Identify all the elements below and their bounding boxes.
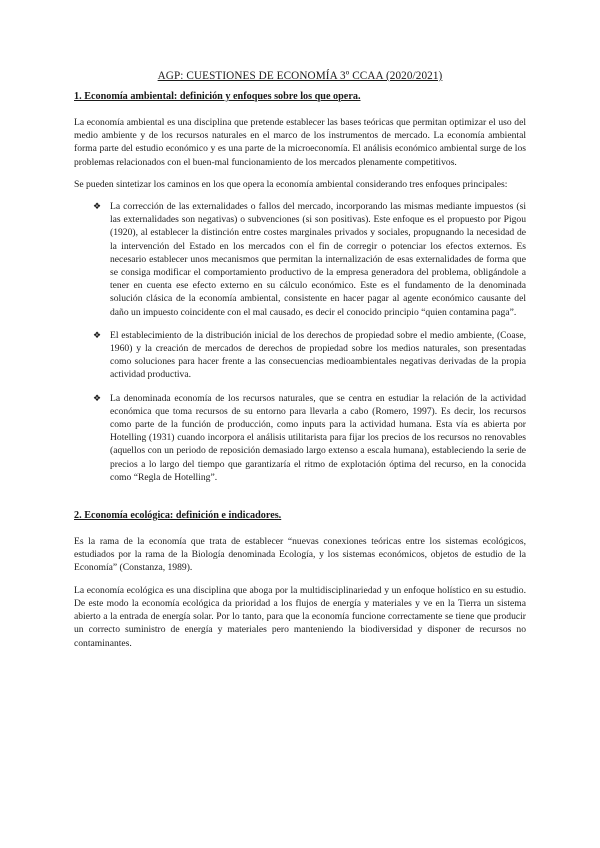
approaches-list — [74, 200, 526, 484]
section-1 — [74, 91, 526, 484]
section-1-paragraph: La economía ambiental es una disciplina que pretende establecer las bases teóricas que permitan optimizar el uso del medio ambiente y de los recursos naturales en el marco de los instrumentos de mercado. La economía ambiental forma parte del estudio económico y es una parte de la microeconomía. El análisis económico ambiental surge de los problemas relacionados con el buen-mal funcionamiento de los mercados plenamente competitivos. — [74, 117, 526, 168]
list-item — [93, 392, 526, 484]
document-title: AGP: CUESTIONES DE ECONOMÍA 3º CCAA (2020/2021) — [157, 70, 443, 82]
section-2 — [74, 510, 526, 650]
diamond-bullet-icon: ❖ — [93, 392, 102, 403]
list-item-text: La denominada economía de los recursos naturales, que se centra en estudiar la relación de la actividad económica que toma recursos de su entorno para llevarla a cabo (Romero, 1997). Es decir, los recursos como parte de la función de producción, como inputs para la actividad humana. Esta vía es abierta por Hotelling (1931) cuando incorpora el análisis utilitarista para fijar los precios de los recursos no renovables (aquellos con un periodo de reposición demasiado largo extenso a escala humana), estableciendo la serie de precios a lo largo del tiempo que garantizaría el ritmo de explotación óptima del recurso, en la conocida como “Regla de Hotelling”. — [110, 392, 526, 483]
diamond-bullet-icon: ❖ — [93, 201, 102, 212]
list-item — [93, 200, 526, 319]
section-1-heading: 1. Economía ambiental: definición y enfoques sobre los que opera. — [74, 91, 361, 102]
list-item — [93, 329, 526, 382]
section-1-paragraph: Se pueden sintetizar los caminos en los que opera la economía ambiental considerando tres enfoques principales: — [74, 178, 508, 190]
list-item-text: La corrección de las externalidades o fallos del mercado, incorporando las mismas mediante impuestos (si las externalidades son negativas) o subvenciones (si son positivas). Este enfoque es el propuesto por Pigou (1920), al establecer la distinción entre costes marginales privados y sociales, propugnando la necesidad de la intervención del Estado en los mercados con el fin de corregir o potenciar los efectos externos. Es necesario establecer unos mecanismos que permitan la internalización de esas externalidades de forma que se consiga modificar el comportamiento productivo de la empresa generadora del problema, obligándole a tener en cuenta ese efecto externo en su cálculo económico. Este es el fundamento de la denominada solución clásica de la economía ambiental, consistente en hacer pagar al agente económico causante del daño un impuesto coincidente con el mal causado, es decir el conocido principio “quien contamina paga”. — [110, 201, 526, 318]
list-item-text: El establecimiento de la distribución inicial de los derechos de propiedad sobre el medio ambiente, (Coase, 1960) y la creación de mercados de derechos de propiedad sobre los medios naturales, son presentadas como soluciones para hacer frente a las consecuencias medioambientales negativas derivadas de la propia actividad productiva. — [110, 329, 526, 381]
section-2-paragraph: La economía ecológica es una disciplina que aboga por la multidisciplinariedad y un enfoque holístico en su estudio. De este modo la economía ecológica da prioridad a los flujos de energía y materiales y ve en la Tierra un sistema abierto a la entrada de energía solar. Por lo tanto, para que la economía funcione correctamente se tiene que producir un correcto suministro de energía y materiales pero manteniendo la biodiversidad y disponer de recursos no contaminantes. — [74, 584, 526, 649]
section-2-heading: 2. Economía ecológica: definición e indicadores. — [74, 510, 282, 522]
section-2-paragraph: Es la rama de la economía que trata de establecer “nuevas conexiones teóricas entre los sistemas ecológicos, estudiados por la rama de la Biología denominada Ecología, y los sistemas económicos, objetos de estudio de la Economía” (Constanza, 1989). — [74, 536, 526, 574]
diamond-bullet-icon: ❖ — [93, 329, 102, 340]
